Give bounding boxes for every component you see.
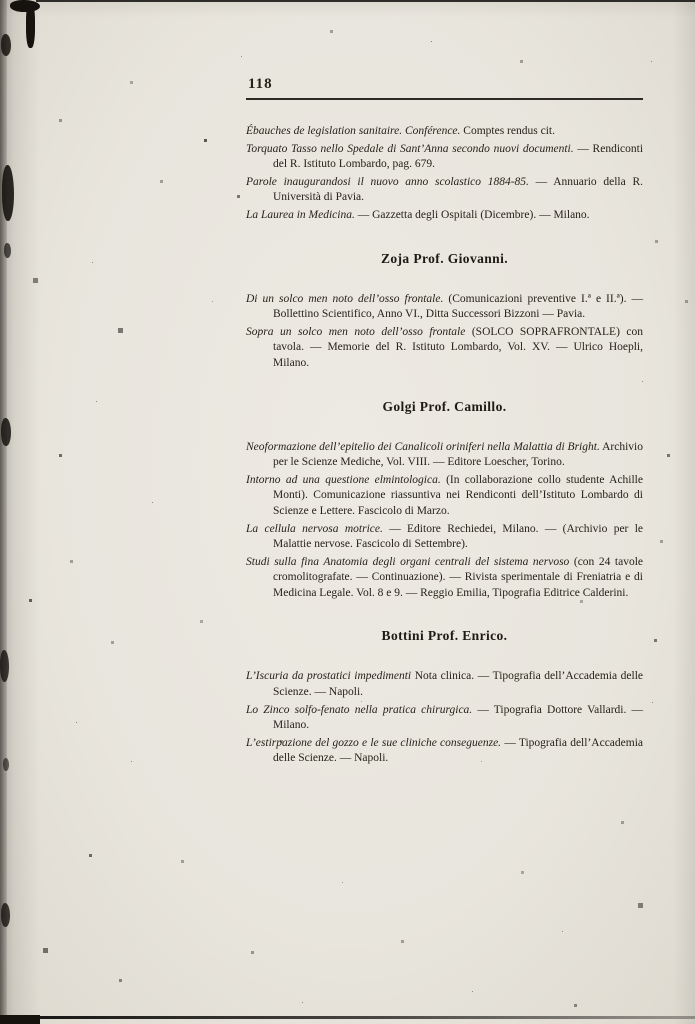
scanned-page-text-block xyxy=(246,76,643,769)
bibliography-entry xyxy=(246,555,643,602)
scan-artifact xyxy=(10,0,40,12)
scan-artifact xyxy=(1,903,10,927)
bibliography-entry xyxy=(246,292,643,323)
binding-shadow xyxy=(0,0,7,1024)
scan-artifact xyxy=(3,758,9,771)
scan-artifact xyxy=(26,2,35,48)
bibliography-entry xyxy=(246,124,643,140)
entry-detail: (Comunicazioni preventive I.ª e II.ª). — Bollettino Scientifico, Anno VI., Ditta Successori Bizzoni — Pavia. xyxy=(273,292,643,321)
entry-title: Parole inaugurandosi il nuovo anno scolastico 1884-85. xyxy=(246,175,529,188)
scan-artifact xyxy=(1,34,11,56)
bibliography-entry xyxy=(246,736,643,767)
entry-title: Ébauches de legislation sanitaire. Conférence. xyxy=(246,125,461,137)
scan-artifact xyxy=(4,243,11,258)
bibliography-entry xyxy=(246,669,643,700)
paper-speckles xyxy=(0,0,1,1)
entry-detail: — Tipografia dell’Accademia delle Scienze. — Napoli. xyxy=(273,736,643,765)
entry-title: L’estirpazione del gozzo e le sue cliniche conseguenze. xyxy=(246,736,502,749)
entry-title: Di un solco men noto dell’osso frontale. xyxy=(246,292,444,305)
entry-detail: Comptes rendus cit. xyxy=(463,125,555,137)
entry-detail: (In collaborazione collo studente Achille Monti). Comunicazione riassuntiva nei Rendiconti dell’Istituto Lombardo di Scienze e Lettere. Fascicolo di Marzo. xyxy=(273,473,643,517)
entry-detail: — Tipografia Dottore Vallardi. — Milano. xyxy=(273,703,643,732)
bibliography-entry xyxy=(246,325,643,372)
entry-title: Torquato Tasso nello Spedale di Sant’Anna secondo nuovi documenti. xyxy=(246,142,574,155)
entry-detail: Nota clinica. — Tipografia dell’Accademia delle Scienze. — Napoli. xyxy=(273,670,643,699)
bibliography-entry xyxy=(246,703,643,734)
entry-detail: (con 24 tavole cromolitografate. — Continuazione). — Rivista sperimentale di Freniatria e di Medicina Legale. Vol. 8 e 9. — Reggio Emilia, Tipografia Editrice Calderini. xyxy=(273,555,644,599)
entry-title: Neoformazione dell’epitelio dei Canalicoli oriniferi nella Malattia di Bright. xyxy=(246,440,600,453)
scan-artifact xyxy=(0,1015,40,1024)
entry-title: Sopra un solco men noto dell’osso frontale xyxy=(246,325,466,338)
section-heading-zoja: Zoja Prof. Giovanni. xyxy=(380,250,508,266)
entry-detail: — Annuario della R. Università di Pavia. xyxy=(273,175,643,204)
entry-detail: — Rendiconti del R. Istituto Lombardo, pag. 679. xyxy=(273,142,644,171)
bibliography-entry xyxy=(246,208,643,224)
bibliography-entry xyxy=(246,473,643,520)
entry-title: La cellula nervosa motrice. xyxy=(246,522,383,535)
bibliography-entry xyxy=(246,522,643,553)
entry-detail: — Gazzetta degli Ospitali (Dicembre). — Milano. xyxy=(357,208,590,221)
scan-edge-top xyxy=(36,0,695,2)
bibliography-entry xyxy=(246,142,643,173)
bibliography-entry xyxy=(246,175,643,206)
header-rule xyxy=(246,98,643,100)
entry-detail: Archivio per le Scienze Mediche, Vol. VIII. — Editore Loescher, Torino. xyxy=(273,440,643,469)
bibliography-entry xyxy=(246,440,643,471)
page-number: 118 xyxy=(248,76,273,92)
section-heading-bottini: Bottini Prof. Enrico. xyxy=(381,628,508,644)
entry-detail: — Editore Rechiedei, Milano. — (Archivio per le Malattie nervose. Fascicolo di Settembre). xyxy=(273,522,644,551)
entry-detail: (SOLCO SOPRAFRONTALE) con tavola. — Memorie del R. Istituto Lombardo, Vol. XV. — Ulrico Hoepli, Milano. xyxy=(273,325,644,369)
scan-artifact xyxy=(0,650,9,682)
scan-artifact xyxy=(2,165,14,221)
entry-title: La Laurea in Medicina. xyxy=(246,208,355,221)
entry-title: Lo Zinco solfo-fenato nella pratica chirurgica. xyxy=(246,703,473,716)
entry-title: L’Iscuria da prostatici impedimenti xyxy=(246,670,412,683)
entry-title: Studi sulla fina Anatomia degli organi centrali del sistema nervoso xyxy=(246,555,570,568)
scan-edge-bottom xyxy=(0,1016,695,1019)
section-heading-golgi: Golgi Prof. Camillo. xyxy=(382,398,507,414)
entry-title: Intorno ad una questione elmintologica. xyxy=(246,473,441,486)
scan-artifact xyxy=(1,418,11,446)
